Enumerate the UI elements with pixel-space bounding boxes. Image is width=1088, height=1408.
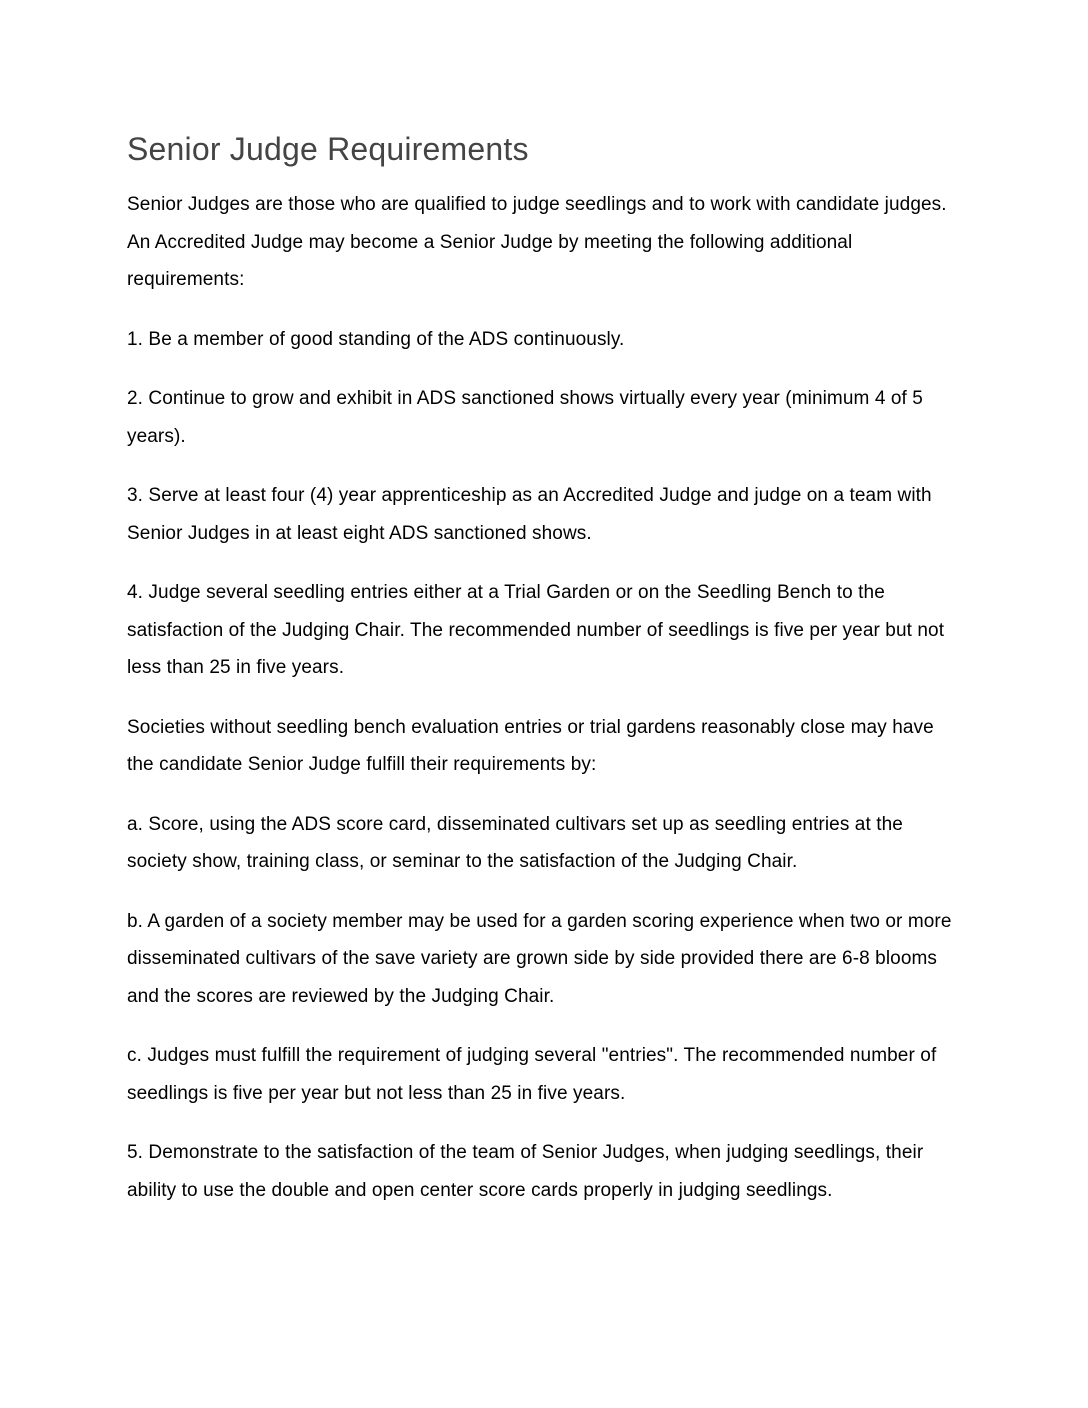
requirement-4a: a. Score, using the ADS score card, disseminated cultivars set up as seedling entries at the society show, training class, or seminar to the satisfaction of the Judging Chair. (127, 813, 903, 872)
requirement-4c: c. Judges must fulfill the requirement of judging several "entries". The recommended number of seedlings is five per year but not less than 25 in five years. (127, 1045, 937, 1104)
requirement-1: 1. Be a member of good standing of the ADS continuously. (127, 328, 625, 350)
requirement-5: 5. Demonstrate to the satisfaction of the team of Senior Judges, when judging seedlings, their ability to use the double and open center score cards properly in judging seedlings. (127, 1142, 924, 1201)
requirement-2: 2. Continue to grow and exhibit in ADS sanctioned shows virtually every year (minimum 4 of 5 years). (127, 388, 923, 447)
requirement-3: 3. Serve at least four (4) year apprenticeship as an Accredited Judge and judge on a team with Senior Judges in at least eight ADS sanctioned shows. (127, 485, 932, 544)
page-title: Senior Judge Requirements (127, 131, 529, 167)
requirement-4b: b. A garden of a society member may be used for a garden scoring experience when two or more disseminated cultivars of the save variety are grown side by side provided there are 6-8 blooms and the scores are reviewed by the Judging Chair. (127, 910, 952, 1007)
alternative-intro-paragraph: Societies without seedling bench evaluation entries or trial gardens reasonably close may have the candidate Senior Judge fulfill their requirements by: (127, 716, 934, 775)
requirement-4: 4. Judge several seedling entries either at a Trial Garden or on the Seedling Bench to the satisfaction of the Judging Chair. The recommended number of seedlings is five per year but not less than 25 in five years. (127, 582, 945, 678)
intro-paragraph: Senior Judges are those who are qualified to judge seedlings and to work with candidate judges. An Accredited Judge may become a Senior Judge by meeting the following additional requirements: (127, 194, 947, 290)
